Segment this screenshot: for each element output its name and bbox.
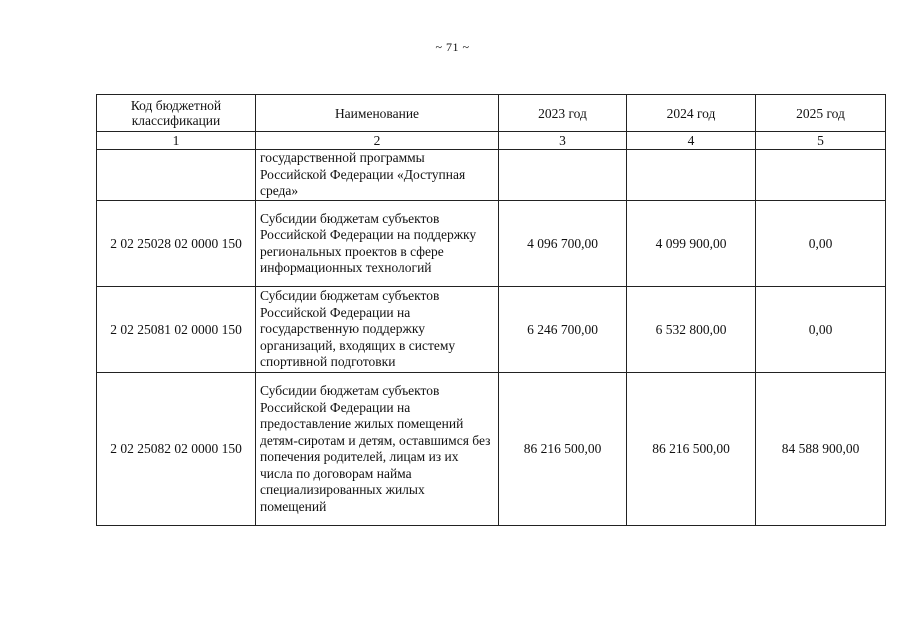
item-name-cell: Субсидии бюджетам субъектов Российской Федерации на государственную поддержку организаций, входящих в систему спортивной подготовки (256, 287, 499, 373)
amount-2024-cell (627, 150, 756, 201)
amount-2025-cell (756, 150, 886, 201)
amount-2023-cell: 86 216 500,00 (499, 373, 627, 526)
column-number: 5 (756, 132, 886, 150)
header-2025: 2025 год (756, 95, 886, 132)
amount-2025-cell: 0,00 (756, 201, 886, 287)
budget-code-cell: 2 02 25028 02 0000 150 (97, 201, 256, 287)
amount-2025-cell: 0,00 (756, 287, 886, 373)
table-row (97, 201, 886, 287)
column-number: 1 (97, 132, 256, 150)
amount-2024-cell: 86 216 500,00 (627, 373, 756, 526)
amount-2023-cell: 4 096 700,00 (499, 201, 627, 287)
item-name-cell: Субсидии бюджетам субъектов Российской Федерации на предоставление жилых помещений детям-сиротам и детям, оставшимся без попечения родителей, лицам из их числа по договорам найма специализированных жилых помещений (256, 373, 499, 526)
page-number: ~ 71 ~ (435, 40, 470, 54)
column-number: 4 (627, 132, 756, 150)
column-number: 3 (499, 132, 627, 150)
budget-table (96, 94, 886, 526)
column-number: 2 (256, 132, 499, 150)
table-row (97, 373, 886, 526)
amount-2024-cell: 4 099 900,00 (627, 201, 756, 287)
budget-code-cell: 2 02 25082 02 0000 150 (97, 373, 256, 526)
budget-code-cell (97, 150, 256, 201)
header-code: Код бюджетной классификации (97, 95, 256, 132)
table-header-row (97, 95, 886, 132)
table-row (97, 287, 886, 373)
item-name-cell: Субсидии бюджетам субъектов Российской Федерации на поддержку региональных проектов в сфере информационных технологий (256, 201, 499, 287)
budget-code-cell: 2 02 25081 02 0000 150 (97, 287, 256, 373)
amount-2025-cell: 84 588 900,00 (756, 373, 886, 526)
column-number-row (97, 132, 886, 150)
table-row (97, 150, 886, 201)
header-2024: 2024 год (627, 95, 756, 132)
item-name-cell: государственной программы Российской Федерации «Доступная среда» (256, 150, 499, 201)
header-name: Наименование (256, 95, 499, 132)
header-2023: 2023 год (499, 95, 627, 132)
amount-2023-cell (499, 150, 627, 201)
amount-2023-cell: 6 246 700,00 (499, 287, 627, 373)
amount-2024-cell: 6 532 800,00 (627, 287, 756, 373)
